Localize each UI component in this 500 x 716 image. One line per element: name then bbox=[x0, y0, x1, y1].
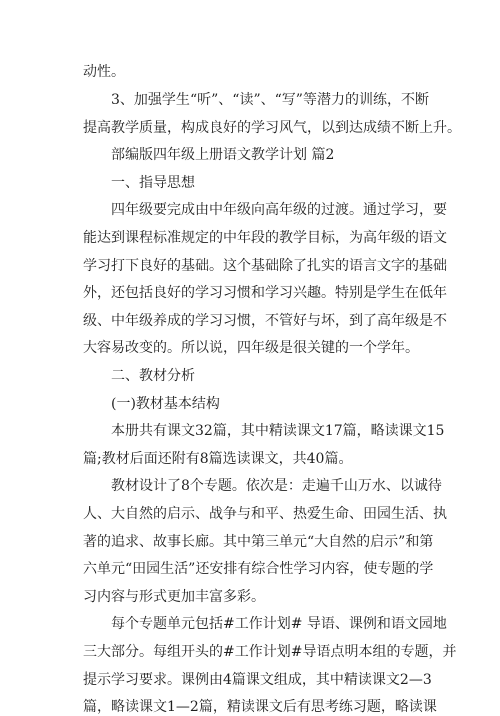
text-line: 四年级要完成由中年级向高年级的过渡。通过学习，要 bbox=[111, 202, 447, 218]
text-line: 六单元“田园生活”还安排有综合性学习内容，使专题的学 bbox=[83, 561, 434, 577]
text-line: 三大部分。每组开头的#工作计划#导语点明本组的专题，并 bbox=[83, 644, 457, 660]
text-line: 提高教学质量，构成良好的学习风气，以到达成绩不断上升。 bbox=[83, 120, 461, 136]
heading: 二、教材分析 bbox=[111, 368, 195, 384]
text-line: 篇;教材后面还附有8篇选读课文，共40篇。 bbox=[83, 451, 353, 467]
text-line: 大容易改变的。所以说，四年级是很关键的一个学年。 bbox=[83, 340, 419, 356]
text-line: 教材设计了8个专题。依次是：走遍千山万水、以诚待 bbox=[111, 478, 442, 494]
text-line: 外，还包括良好的学习习惯和学习兴趣。特别是学生在低年 bbox=[83, 285, 447, 301]
text-line: 级、中年级养成的学习习惯，不管好与坏，到了高年级是不 bbox=[83, 313, 447, 329]
text-line: 每个专题单元包括#工作计划# 导语、课例和语文园地 bbox=[111, 616, 447, 632]
text-line: 习内容与形式更加丰富多彩。 bbox=[83, 589, 265, 605]
text-line: 提示学习要求。课例由4篇课文组成，其中精读课文2—3 bbox=[83, 672, 432, 688]
subheading: (一)教材基本结构 bbox=[111, 396, 220, 412]
text-line: 学习打下良好的基础。这个基础除了扎实的语言文字的基础 bbox=[83, 258, 447, 274]
text-line: 3、加强学生“听”、“读”、“写”等潜力的训练，不断 bbox=[111, 92, 429, 108]
text-line: 人、大自然的启示、战争与和平、热爱生命、田园生活、执 bbox=[83, 506, 447, 522]
text-line: 著的追求、故事长廊。其中第三单元“大自然的启示”和第 bbox=[83, 534, 434, 550]
section-title: 部编版四年级上册语文教学计划 篇2 bbox=[111, 147, 335, 163]
text-line: 能达到课程标准规定的中年段的教学目标，为高年级的语文 bbox=[83, 230, 447, 246]
heading: 一、指导思想 bbox=[111, 175, 195, 191]
text-line: 本册共有课文32篇，其中精读课文17篇，略读课文15 bbox=[111, 423, 445, 439]
text-line: 动性。 bbox=[83, 64, 125, 80]
text-line: 篇，略读课文1—2篇，精读课文后有思考练习题，略读课 bbox=[83, 699, 437, 715]
